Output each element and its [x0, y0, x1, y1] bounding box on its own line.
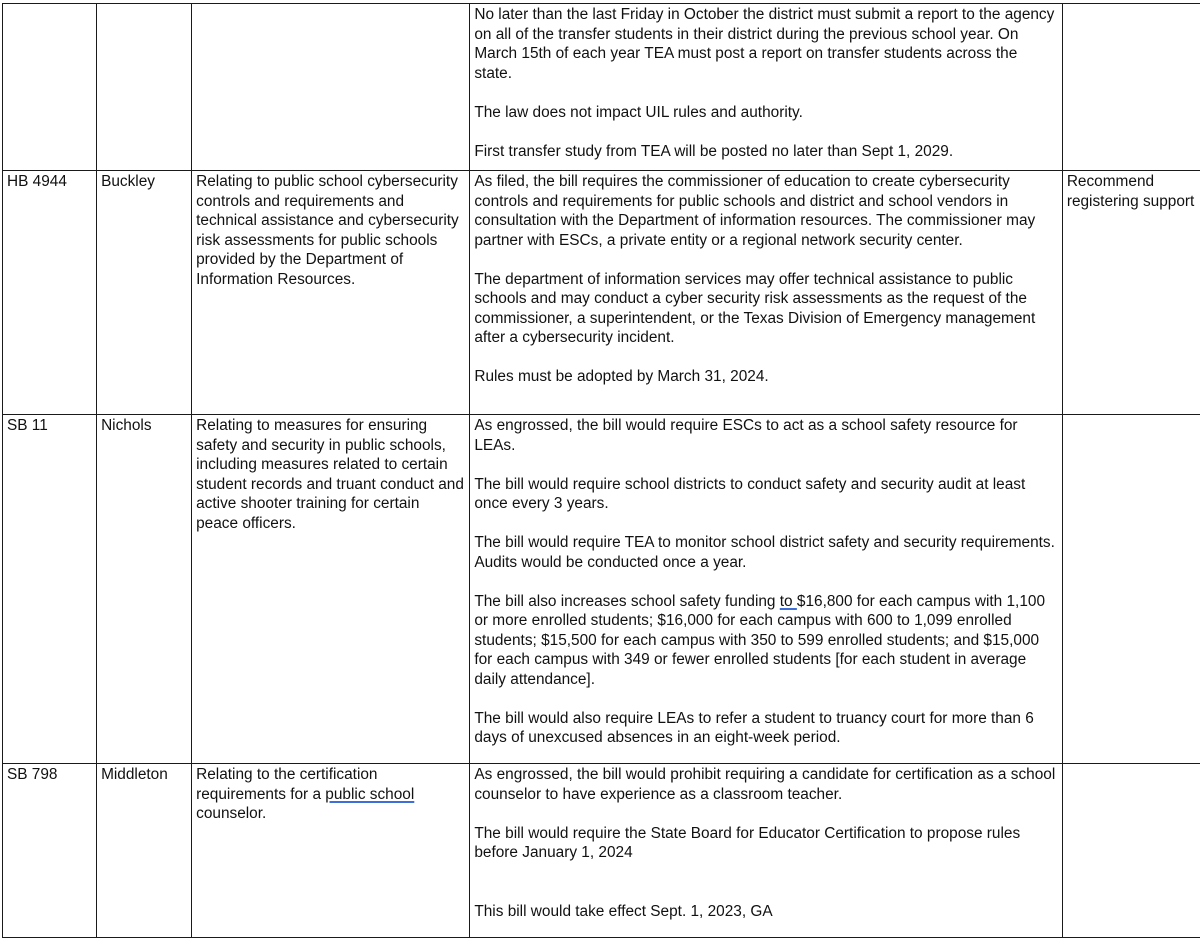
summary-paragraph: The law does not impact UIL rules and authority. [474, 103, 1057, 123]
summary-paragraph: The bill would require school districts to conduct safety and security audit at least once every 3 years. [474, 475, 1057, 514]
blank-line [474, 882, 1057, 902]
caption-cell [192, 764, 470, 938]
funding-text-pre: The bill also increases school safety funding [474, 593, 779, 610]
summary-paragraph: This bill would take effect Sept. 1, 2023, GA [474, 902, 1057, 922]
author-cell: Nichols [97, 415, 192, 764]
bill-number-cell: HB 4944 [3, 171, 97, 415]
document-page [2, 3, 1200, 938]
summary-paragraph: As engrossed, the bill would prohibit requiring a candidate for certification as a school counselor to have experience as a classroom teacher. [474, 765, 1057, 804]
table-row [3, 764, 1200, 938]
recommendation-cell: Recommend registering support [1062, 171, 1200, 415]
summary-cell [470, 171, 1062, 415]
summary-paragraph: Rules must be adopted by March 31, 2024. [474, 367, 1057, 387]
summary-paragraph: The bill would require TEA to monitor school district safety and security requirements. Audits would be conducted once a year. [474, 533, 1057, 572]
spellcheck-flagged-text[interactable]: public school [325, 786, 414, 803]
author-cell [97, 4, 192, 171]
caption-cell: Relating to public school cybersecurity controls and requirements and technical assistance and cybersecurity risk assessments for public schools provided by the Department of Information Resources. [192, 171, 470, 415]
summary-cell [470, 415, 1062, 764]
caption-cell: Relating to measures for ensuring safety and security in public schools, including measures related to certain student records and truant conduct and active shooter training for certain peace officers. [192, 415, 470, 764]
bill-number-cell [3, 4, 97, 171]
summary-paragraph: First transfer study from TEA will be posted no later than Sept 1, 2029. [474, 142, 1057, 162]
summary-paragraph-funding [474, 592, 1057, 690]
author-cell: Middleton [97, 764, 192, 938]
spellcheck-flagged-text[interactable]: to [780, 593, 797, 610]
summary-cell [470, 764, 1062, 938]
summary-paragraph: The department of information services may offer technical assistance to public schools and may conduct a cyber security risk assessments as the request of the commissioner, a superintendent, or the Texas Division of Emergency management after a cybersecurity incident. [474, 270, 1057, 348]
bill-tracking-table [2, 3, 1200, 938]
bill-number-cell: SB 798 [3, 764, 97, 938]
recommendation-cell [1062, 4, 1200, 171]
table-row [3, 171, 1200, 415]
recommendation-cell [1062, 764, 1200, 938]
summary-paragraph: No later than the last Friday in October the district must submit a report to the agency on all of the transfer students in their district during the previous school year. On March 15th of each year TEA must post a report on transfer students across the state. [474, 5, 1057, 83]
summary-paragraph: The bill would require the State Board for Educator Certification to propose rules before January 1, 2024 [474, 824, 1057, 863]
bill-number-cell: SB 11 [3, 415, 97, 764]
author-cell: Buckley [97, 171, 192, 415]
table-row [3, 415, 1200, 764]
caption-text-pre: Relating to the certification requirements for a [196, 766, 377, 803]
summary-paragraph: The bill would also require LEAs to refer a student to truancy court for more than 6 days of unexcused absences in an eight-week period. [474, 709, 1057, 748]
summary-paragraph: As engrossed, the bill would require ESCs to act as a school safety resource for LEAs. [474, 416, 1057, 455]
summary-cell [470, 4, 1062, 171]
caption-cell [192, 4, 470, 171]
recommendation-cell [1062, 415, 1200, 764]
table-row [3, 4, 1200, 171]
summary-paragraph: As filed, the bill requires the commissioner of education to create cybersecurity controls and requirements for public schools and district and school vendors in consultation with the Department of information resources. The commissioner may partner with ESCs, a private entity or a regional network security center. [474, 172, 1057, 250]
funding-text-post: $16,800 for each campus with 1,100 or more enrolled students; $16,000 for each campus with 600 to 1,099 enrolled students; $15,500 for each campus with 350 to 599 enrolled students; and $15,000 for each campus with 349 or fewer enrolled students [for each student in average daily attendance]. [474, 593, 1045, 688]
caption-text-post: counselor. [196, 805, 266, 822]
